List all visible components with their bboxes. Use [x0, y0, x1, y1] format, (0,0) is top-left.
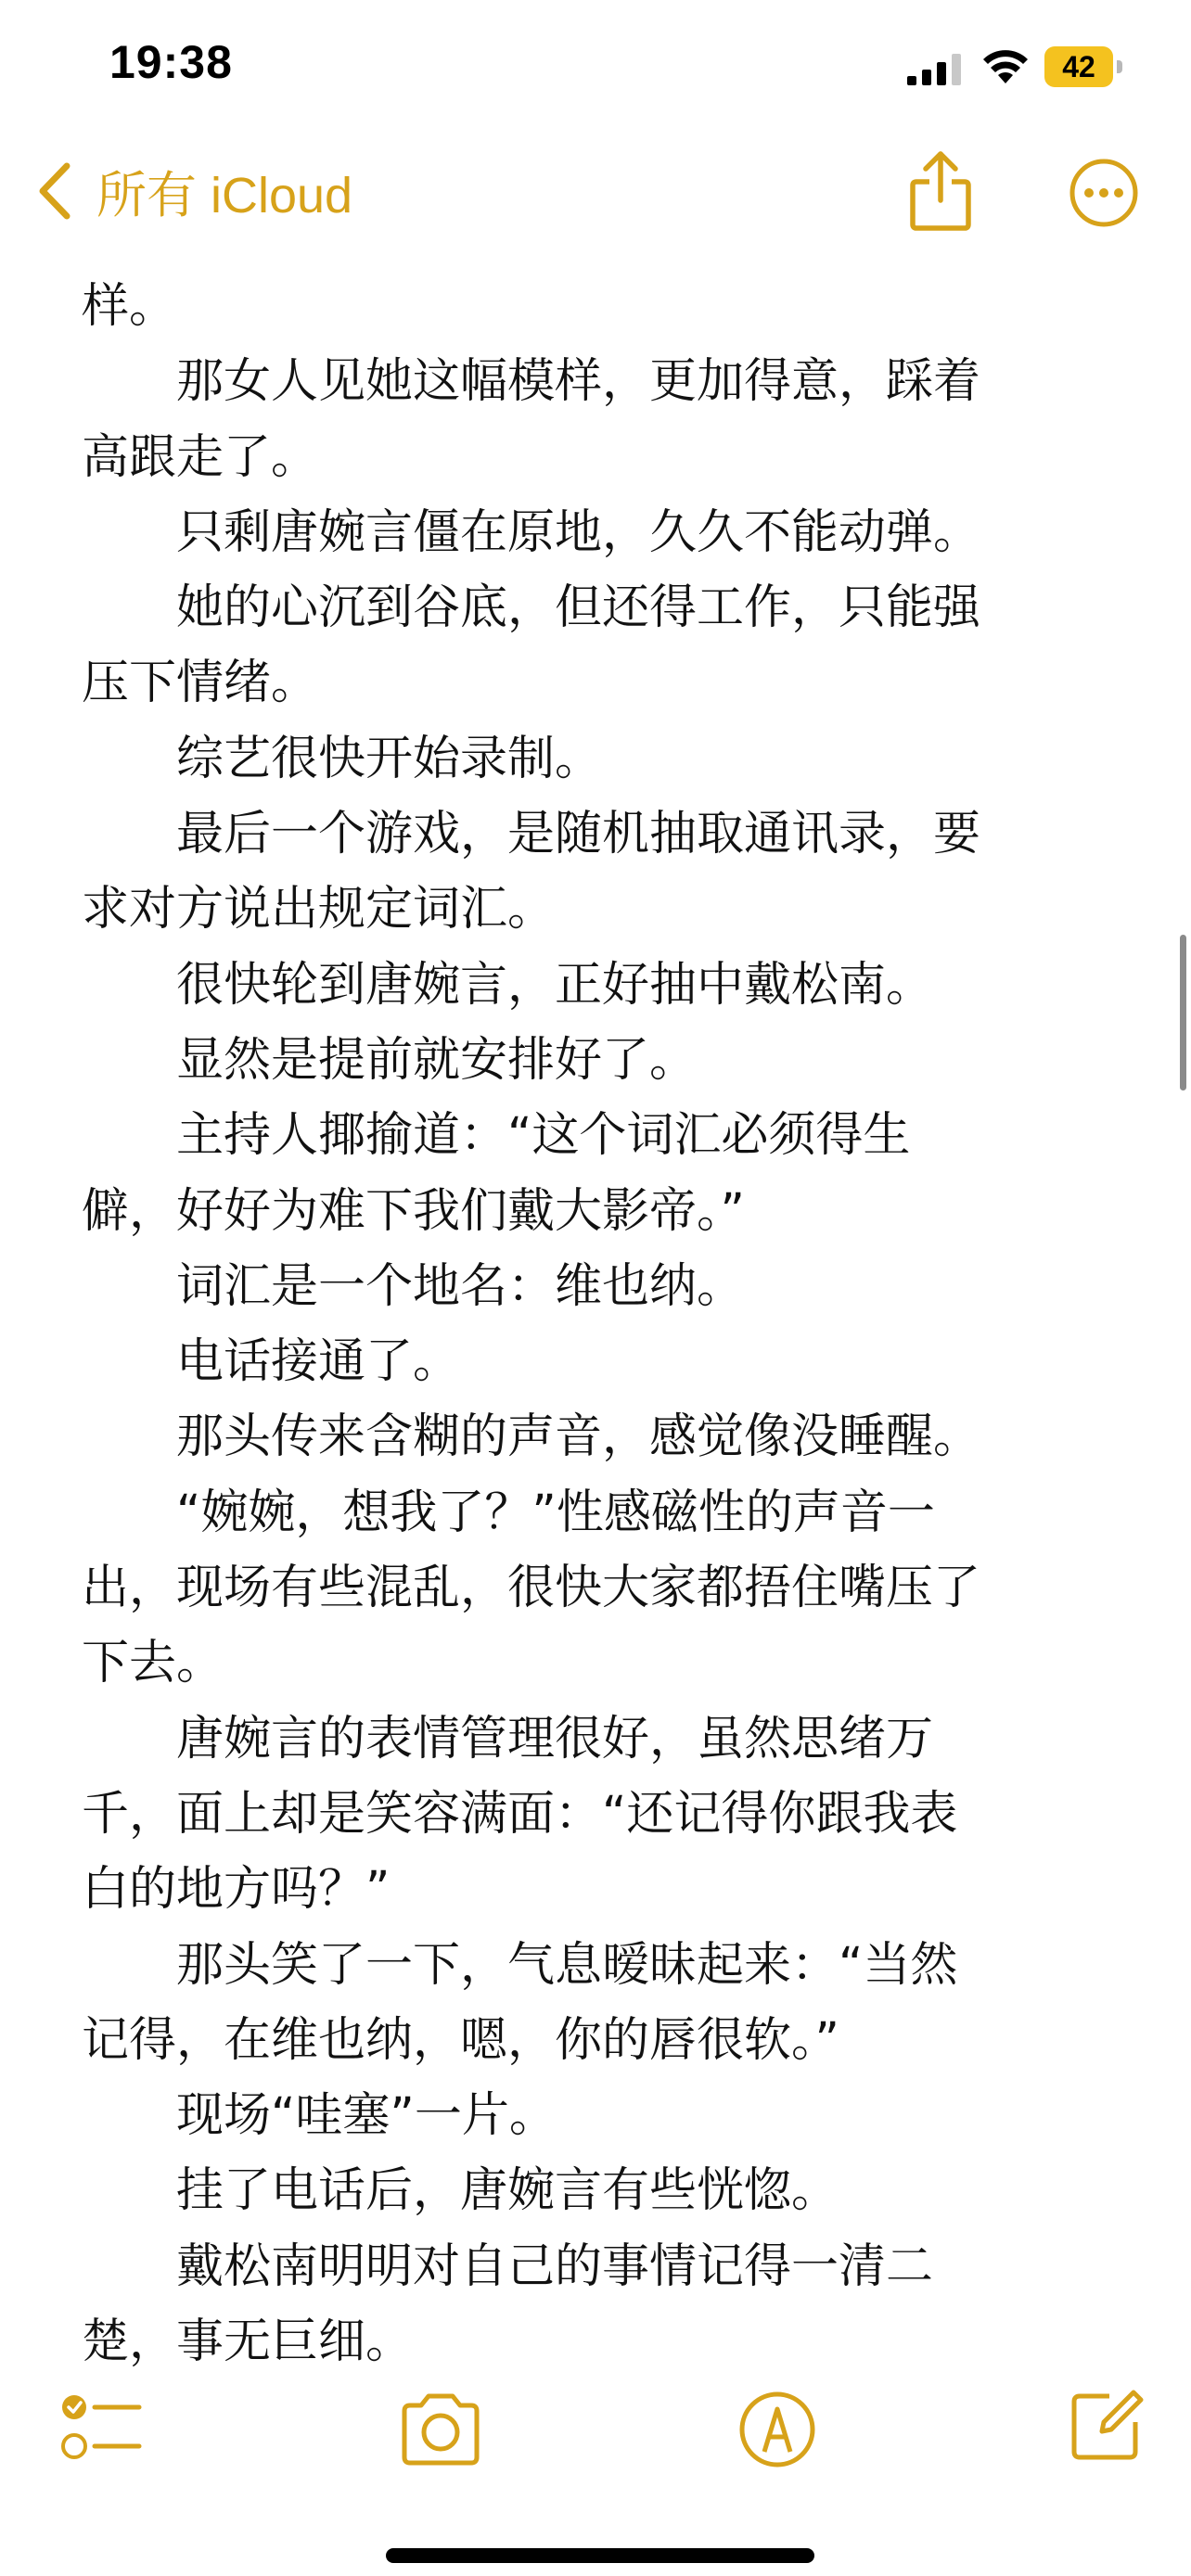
- note-line: 显然是提前就安排好了。: [82, 1032, 698, 1088]
- cellular-signal-icon: [907, 54, 963, 85]
- note-line: 白的地方吗？”: [82, 1862, 391, 1918]
- bottom-toolbar: [0, 2374, 1191, 2494]
- note-line: 僻，好好为难下我们戴大影帝。”: [82, 1183, 745, 1239]
- status-time: 19:38: [109, 36, 233, 88]
- markup-icon[interactable]: [738, 2391, 816, 2468]
- note-line: 挂了电话后，唐婉言有些恍惚。: [82, 2163, 839, 2219]
- note-line: 最后一个游戏，是随机抽取通讯录，要: [82, 807, 981, 862]
- note-line: 样。: [82, 279, 177, 334]
- note-line: 高跟走了。: [82, 429, 319, 485]
- note-line: 综艺很快开始录制。: [82, 731, 603, 786]
- note-content[interactable]: [82, 269, 1111, 2379]
- scrollbar[interactable]: [1180, 935, 1186, 1090]
- note-line: 她的心沉到谷底，但还得工作，只能强: [82, 580, 981, 636]
- status-bar: [0, 0, 1191, 130]
- battery-indicator: [1044, 46, 1124, 87]
- battery-level: 42: [1062, 50, 1095, 83]
- note-line: 电话接通了。: [82, 1334, 461, 1390]
- note-line: 戴松南明明对自己的事情记得一清二: [82, 2238, 934, 2294]
- share-icon[interactable]: [907, 148, 974, 234]
- note-line: “婉婉，想我了？”性感磁性的声音一: [82, 1485, 935, 1540]
- camera-icon[interactable]: [397, 2391, 484, 2468]
- note-line: 主持人揶揄道：“这个词汇必须得生: [82, 1108, 911, 1164]
- compose-icon[interactable]: [1067, 2387, 1145, 2465]
- note-line: 记得，在维也纳，嗯，你的唇很软。”: [82, 2012, 839, 2068]
- note-line: 那头传来含糊的声音，感觉像没睡醒。: [82, 1409, 981, 1465]
- note-line: 那头笑了一下，气息暧昧起来：“当然: [82, 1937, 958, 1993]
- note-line: 楚，事无巨细。: [82, 2315, 414, 2370]
- back-button-label: 所有 iCloud: [96, 167, 353, 223]
- navigation-bar: [0, 130, 1191, 250]
- note-line: 下去。: [82, 1636, 224, 1691]
- note-line: 求对方说出规定词汇。: [82, 882, 556, 937]
- battery-cap: [1117, 60, 1122, 73]
- home-indicator[interactable]: [386, 2548, 814, 2563]
- note-line: 千，面上却是笑容满面：“还记得你跟我表: [82, 1786, 958, 1842]
- more-options-icon[interactable]: [1069, 158, 1139, 228]
- note-line: 很快轮到唐婉言，正好抽中戴松南。: [82, 957, 934, 1013]
- note-line: 现场“哇塞”一片。: [82, 2088, 557, 2144]
- back-button[interactable]: [35, 158, 352, 224]
- note-line: 那女人见她这幅模样，更加得意，踩着: [82, 354, 981, 410]
- note-line: 只剩唐婉言僵在原地，久久不能动弹。: [82, 504, 981, 560]
- note-line: 唐婉言的表情管理很好，虽然思绪万: [82, 1711, 934, 1766]
- checklist-icon[interactable]: [59, 2387, 143, 2470]
- note-line: 词汇是一个地名：维也纳。: [82, 1258, 745, 1314]
- wifi-icon: [981, 48, 1030, 85]
- chevron-left-icon: [35, 160, 72, 222]
- note-line: 出，现场有些混乱，很快大家都捂住嘴压了: [82, 1561, 981, 1616]
- note-line: 压下情绪。: [82, 656, 319, 711]
